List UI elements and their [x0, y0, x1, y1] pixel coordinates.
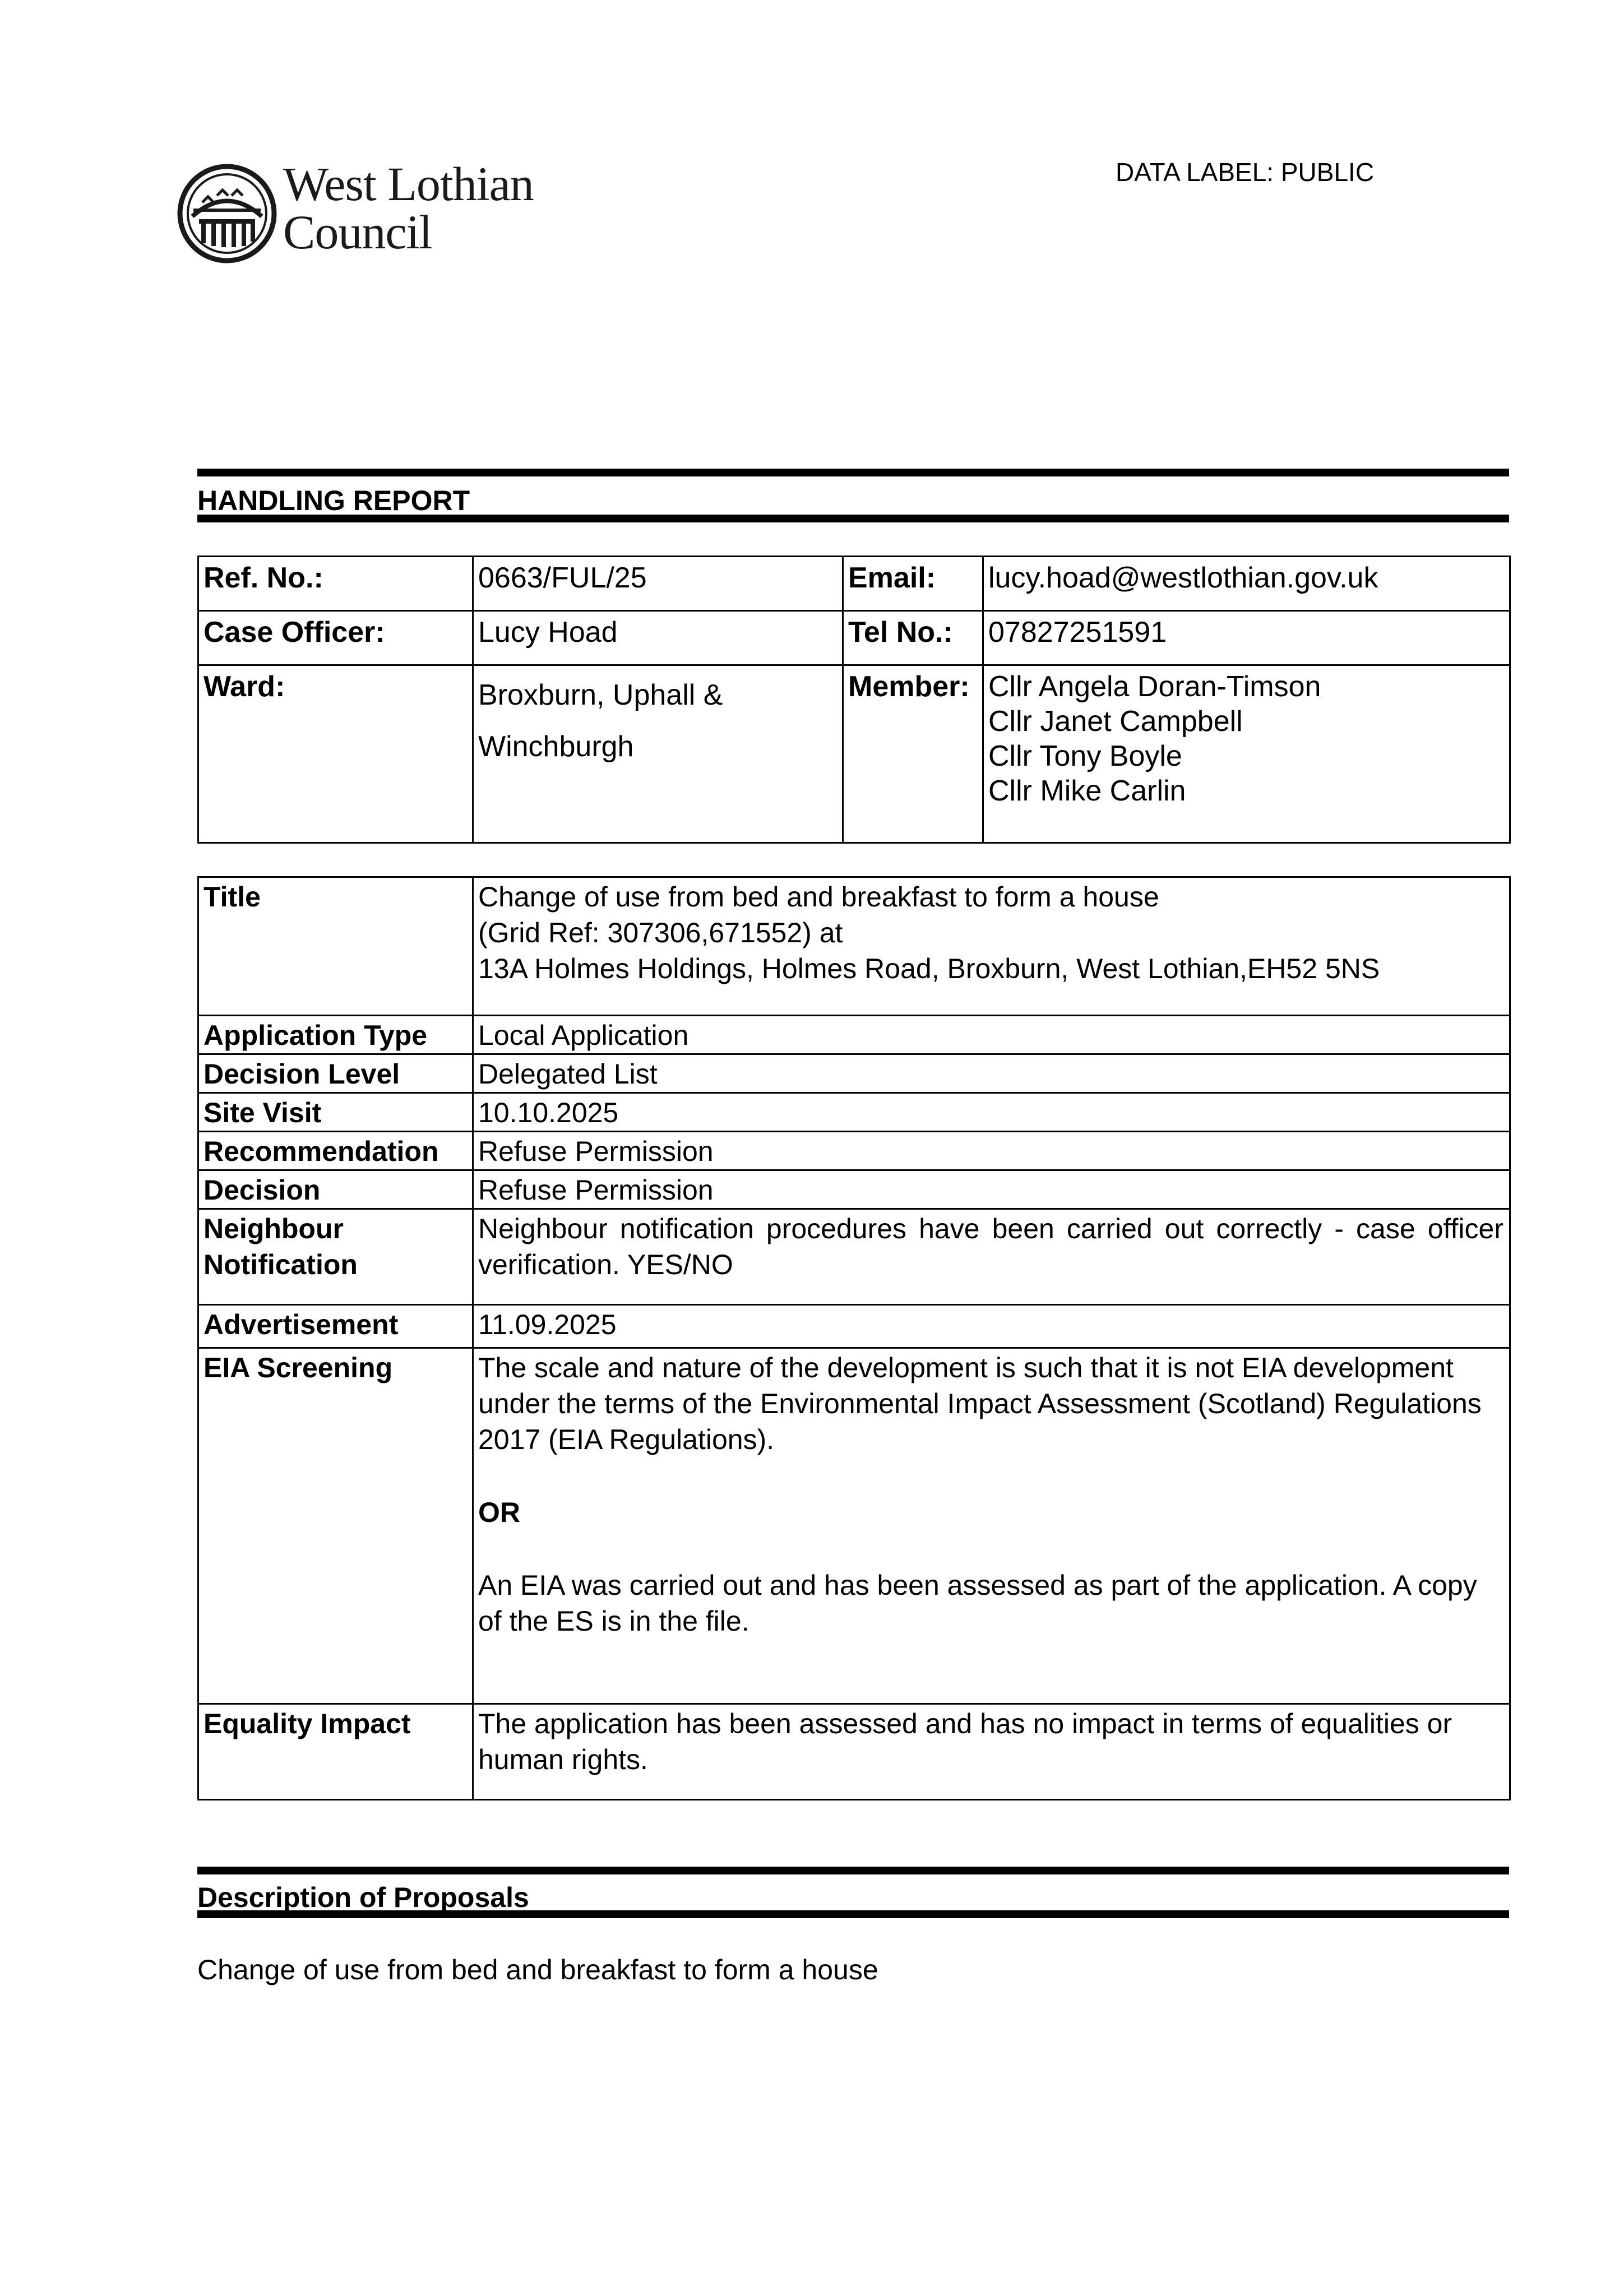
viaduct-emblem-icon [177, 163, 277, 264]
table-row [198, 1054, 1510, 1093]
eia-screening-label: EIA Screening [198, 1348, 473, 1704]
logo-line-1: West Lothian [283, 157, 534, 211]
ward-value [473, 665, 843, 843]
case-officer-value: Lucy Hoad [473, 611, 843, 665]
description-title: Description of Proposals [197, 1882, 529, 1913]
table-row [198, 1704, 1510, 1800]
site-visit-value: 10.10.2025 [473, 1093, 1510, 1132]
recommendation-label: Recommendation [198, 1132, 473, 1170]
site-visit-label: Site Visit [198, 1093, 473, 1132]
table-row [198, 1132, 1510, 1170]
eia-screening-value [473, 1348, 1510, 1704]
email-label: Email: [843, 557, 983, 611]
title-line: Change of use from bed and breakfast to form a house [478, 881, 1159, 913]
neighbour-label-line: Notification [203, 1249, 358, 1280]
application-details-table [197, 876, 1511, 1800]
table-row [198, 665, 1510, 843]
decision-level-label: Decision Level [198, 1054, 473, 1093]
application-type-value: Local Application [473, 1016, 1510, 1054]
decision-level-value: Delegated List [473, 1054, 1510, 1093]
application-type-label: Application Type [198, 1016, 473, 1054]
title-value [473, 877, 1510, 1016]
member-list [983, 665, 1510, 843]
logo-line-2: Council [283, 205, 432, 259]
email-link[interactable]: lucy.hoad@westlothian.gov.uk [983, 557, 1510, 611]
table-row [198, 877, 1510, 1016]
ward-line-2: Winchburgh [478, 730, 634, 763]
ref-value: 0663/FUL/25 [473, 557, 843, 611]
title-label: Title [198, 877, 473, 1016]
handling-report-heading [197, 469, 1509, 522]
eia-text-1: The scale and nature of the development is such that it is not EIA development under the terms of the Environmental Impact Assessment (Scotland) Regulations 2017 (EIA Regulations). [478, 1352, 1482, 1455]
description-heading [197, 1867, 1509, 1918]
council-name [283, 157, 534, 259]
council-logo [177, 157, 558, 272]
ward-label: Ward: [198, 665, 473, 843]
title-line: 13A Holmes Holdings, Holmes Road, Broxburn, West Lothian,EH52 5NS [478, 953, 1380, 984]
table-row [198, 1305, 1510, 1348]
equality-impact-label: Equality Impact [198, 1704, 473, 1800]
case-officer-label: Case Officer: [198, 611, 473, 665]
decision-value: Refuse Permission [473, 1170, 1510, 1209]
member-item: Cllr Janet Campbell [988, 705, 1243, 738]
neighbour-notification-label [198, 1209, 473, 1305]
table-row [198, 1209, 1510, 1305]
case-info-table [197, 556, 1511, 844]
neighbour-notification-value: Neighbour notification procedures have been carried out correctly - case officer verification. YES/NO [473, 1209, 1510, 1305]
handling-report-title: HANDLING REPORT [197, 485, 470, 516]
table-row [198, 1093, 1510, 1132]
member-label: Member: [843, 665, 983, 843]
recommendation-value: Refuse Permission [473, 1132, 1510, 1170]
eia-text-2: An EIA was carried out and has been assessed as part of the application. A copy of the ES is in the file. [478, 1570, 1477, 1637]
eia-or: OR [478, 1497, 520, 1528]
ref-label: Ref. No.: [198, 557, 473, 611]
title-line: (Grid Ref: 307306,671552) at [478, 917, 843, 948]
table-row [198, 611, 1510, 665]
member-item: Cllr Mike Carlin [988, 775, 1186, 807]
member-item: Cllr Tony Boyle [988, 740, 1182, 772]
equality-impact-value: The application has been assessed and has no impact in terms of equalities or human rights. [473, 1704, 1510, 1800]
ward-line-1: Broxburn, Uphall & [478, 679, 723, 711]
advertisement-value: 11.09.2025 [473, 1305, 1510, 1348]
decision-label: Decision [198, 1170, 473, 1209]
table-row [198, 1170, 1510, 1209]
tel-label: Tel No.: [843, 611, 983, 665]
table-row [198, 557, 1510, 611]
tel-value: 07827251591 [983, 611, 1510, 665]
table-row [198, 1016, 1510, 1054]
data-label: DATA LABEL: PUBLIC [1116, 158, 1375, 187]
member-item: Cllr Angela Doran-Timson [988, 670, 1321, 703]
advertisement-label: Advertisement [198, 1305, 473, 1348]
table-row [198, 1348, 1510, 1704]
description-text: Change of use from bed and breakfast to form a house [197, 1954, 878, 1985]
neighbour-label-line: Neighbour [203, 1213, 344, 1244]
